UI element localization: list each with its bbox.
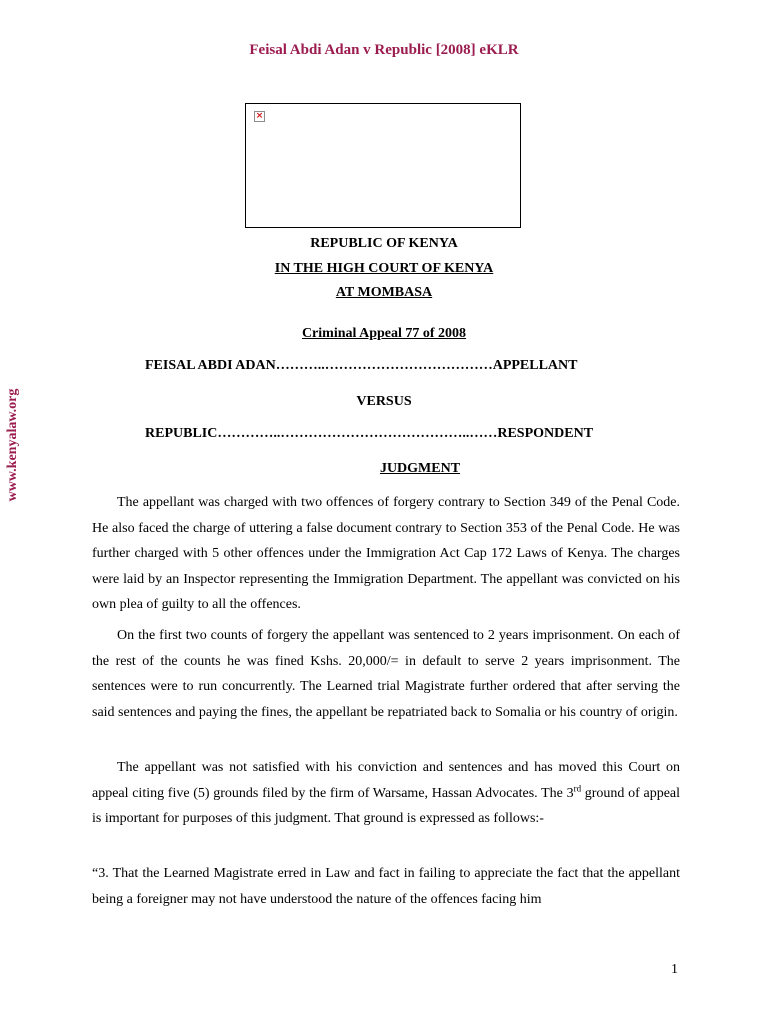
case-number: Criminal Appeal 77 of 2008 — [301, 326, 467, 341]
paragraph-2 — [92, 623, 680, 725]
logo-placeholder — [245, 103, 521, 228]
paragraph-3 — [92, 755, 680, 832]
respondent-line: REPUBLIC…………..…………………………………..……RESPONDENT — [145, 426, 594, 441]
side-watermark: www.kenyalaw.org — [5, 388, 20, 502]
court-name: IN THE HIGH COURT OF KENYA — [274, 261, 494, 276]
quoted-ground: “3. That the Learned Magistrate erred in Law and fact in failing to appreciate the fact that the appellant being a foreigner may not have understood the nature of the offences facing him — [92, 866, 680, 907]
appellant-line: FEISAL ABDI ADAN………..………………………………APPELLANT — [145, 358, 578, 373]
paragraph-3-continuation: ground of appeal is important for purposes of this judgment. That ground is expressed as follows:- — [92, 785, 681, 826]
ordinal-suffix: rd — [573, 782, 582, 793]
paragraph-1-text: The appellant was charged with two offences of forgery contrary to Section 349 of the Penal Code. He also faced the charge of uttering a false document contrary to Section 353 of the Penal Code. He was further charged with 5 other offences under the Immigration Act Cap 172 Laws of Kenya. The charges were laid by an Inspector representing the Immigration Department. The appellant was convicted on his own plea of guilty to all the offences. — [92, 495, 680, 612]
versus-label: VERSUS — [356, 394, 412, 409]
court-location: AT MOMBASA — [335, 285, 433, 300]
broken-image-icon: × — [255, 111, 264, 121]
paragraph-3-text: The appellant was not satisfied with his conviction and sentences and has moved this Court on appeal citing five (5) grounds filed by the firm of Warsame, Hassan Advocates. The — [92, 760, 680, 801]
document-header: Feisal Abdi Adan v Republic [2008] eKLR — [249, 42, 519, 58]
paragraph-1 — [92, 490, 680, 618]
republic-heading: REPUBLIC OF KENYA — [310, 236, 458, 251]
paragraph-2-text: On the first two counts of forgery the appellant was sentenced to 2 years imprisonment. On each of the rest of the counts he was fined Kshs. 20,000/= in default to serve 2 years imprisonment. The sentences were to run concurrently. The Learned trial Magistrate further ordered that after serving the said sentences and paying the fines, the appellant be repatriated back to Somalia or his country of origin. — [92, 628, 680, 720]
ordinal-number: 3 — [566, 785, 574, 801]
page-number: 1 — [671, 962, 678, 977]
judgment-heading: JUDGMENT — [379, 461, 461, 476]
